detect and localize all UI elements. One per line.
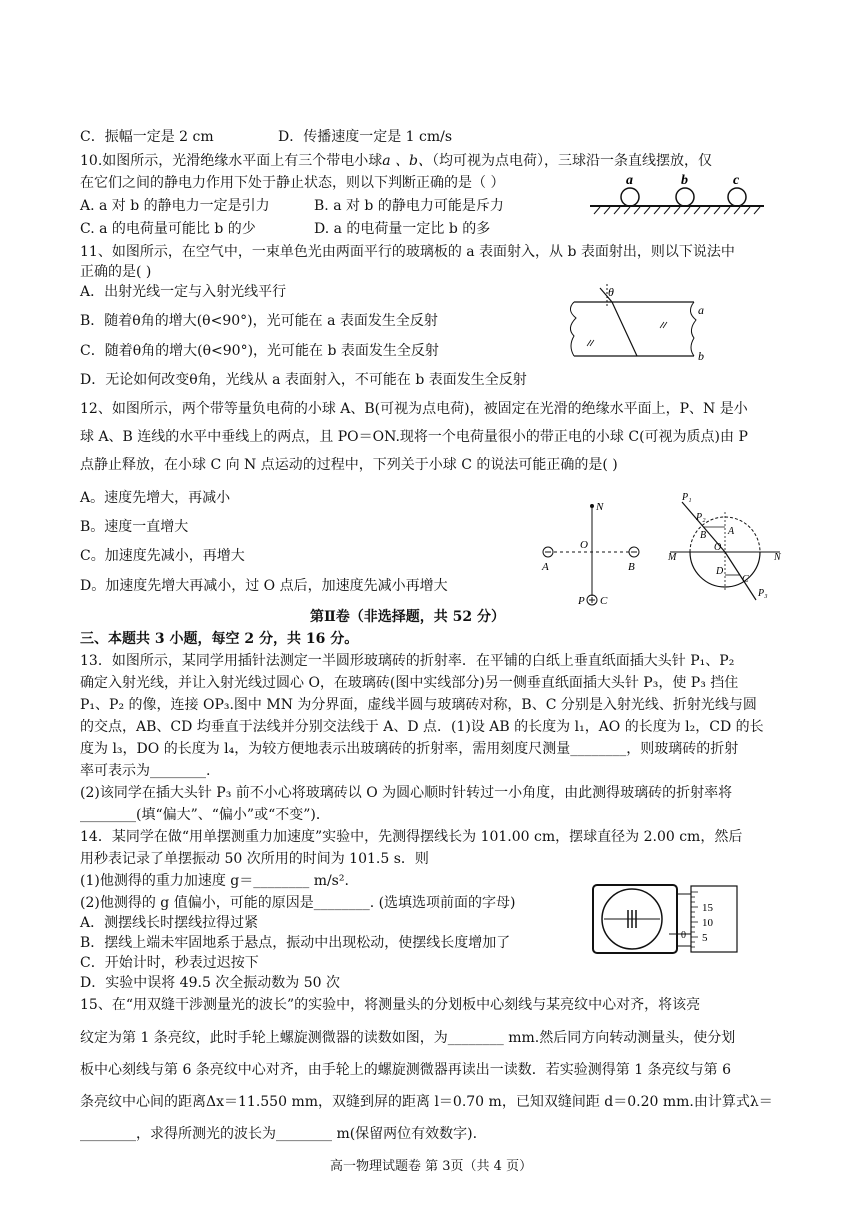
micrometer-scale-0: 0 [681,930,686,941]
q10-ball-b [676,188,694,206]
q12-option-b: B。速度一直增大 [80,519,189,535]
micrometer-scale-5: 5 [702,932,708,944]
q12-option-d: D。加速度先增大再减小，过 O 点后，加速度先减小再增大 [80,578,448,594]
q9-option-d: D．传播速度一定是 1 cm/s [278,129,453,145]
q12-label-b: B [628,561,635,573]
q12-option-c: C。加速度先减小，再增大 [80,548,245,564]
q10-option-a: A. a 对 b 的静电力一定是引力 [80,198,270,214]
q12-label-c: C [600,595,608,607]
q11-surface-b-label: b [698,349,704,363]
q10-three-charges-figure [588,170,768,216]
q14-option-d: D．实验中误将 49.5 次全振动数为 50 次 [80,975,341,991]
q15-micrometer-figure [592,884,742,956]
q13-label-p1: P₁ [682,492,692,503]
q13-label-n: N [774,552,781,563]
micrometer-scale-15: 15 [702,902,713,914]
q11-option-c: C．随着θ角的增大(θ<90°)，光可能在 b 表面发生全反射 [80,343,439,359]
q11-stem-line1: 11、如图所示，在空气中，一束单色光由两面平行的玻璃板的 a 表面射入，从 b 表面射出，则以下说法中 [80,244,735,260]
q11-option-a: A．出射光线一定与入射光线平行 [80,284,287,300]
q10-ball-a [621,188,639,206]
q12-stem-line2: 球 A、B 连线的水平中垂线上的两点，且 PO＝ON.现将一个电荷量很小的带正电的小球 C(可视为质点)由 P [80,429,748,445]
q13-semicircle-figure [660,490,790,608]
q10-stem-line1 [80,151,712,171]
q14-option-a: A．测摆线长时摆线拉得过紧 [80,915,259,931]
q10-ball-c [728,188,746,206]
q13-line6: 率可表示为________. [80,763,211,779]
q15-line4: 条亮纹中心间的距离Δx＝11.550 mm，双缝到屏的距离 l＝0.70 m，已知双缝间距 d＝0.20 mm.由计算式λ＝ [80,1094,773,1110]
q10-option-c: C. a 的电荷量可能比 b 的少 [80,221,256,237]
q13-label-p3: P₃ [758,588,768,599]
q12-label-n: N [596,501,604,513]
q13-label-a: A [728,526,735,537]
q13-line7: (2)该同学在插大头针 P₃ 前不小心将玻璃砖以 O 为圆心顺时针转过一小角度，由此测得玻璃砖的折射率将 [80,785,733,801]
q13-label-m: M [668,552,677,563]
q14-line2: 用秒表记录了单摆振动 50 次所用的时间为 101.5 s．则 [80,851,429,867]
q13-line8: ________(填“偏大”、“偏小”或“不变”)． [80,807,330,823]
q11-slab-surfaces [574,302,694,356]
q11-glass-slab-figure [562,284,712,366]
q10-label-a: a [626,173,633,188]
q11-theta-label: θ [608,285,614,299]
q13-label-b: B [700,530,707,541]
q14-line3: (1)他测得的重力加速度 g＝________ m/s². [80,873,349,889]
q13-line4: 的交点，AB、CD 均垂直于法线并分别交法线于 A、D 点．(1)设 AB 的长度为 l₁，AO 的长度为 l₂，CD 的长 [80,719,764,735]
q13-label-c: C [742,574,749,585]
q12-stem-line1: 12、如图所示，两个带等量负电荷的小球 A、B(可视为点电荷)，被固定在光滑的绝缘水平面上，P、N 是小 [80,401,748,417]
q12-option-a: A。速度先增大，再减小 [80,490,231,506]
q13-line3: P₁、P₂ 的像，连接 OP₃.图中 MN 为分界面，虚线半圆与玻璃砖对称，B、C 分别是入射光线、折射光线与圆 [80,697,757,713]
q15-line3: 板中心刻线与第 6 条亮纹中心对齐，由手轮上的螺旋测微器再读出一读数．若实验测得第 1 条亮纹与第 6 [80,1062,731,1078]
q10-stem-end: （均可视为点电荷），三球沿一条直线摆放，仅 [432,153,713,169]
q12-charge-c-plus [589,597,595,603]
q11-surface-a-label: a [698,303,704,317]
micrometer-thimble [691,886,737,952]
q13-line5: 度为 l₃，DO 的长度为 l₄，为较方便地表示出玻璃砖的折射率，需用刻度尺测量________，则玻璃砖的折射 [80,741,739,757]
q11-option-d: D．无论如何改变θ角，光线从 a 表面射入，不可能在 b 表面发生全反射 [80,372,527,388]
q10-stem-line2: 在它们之间的静电力作用下处于静止状态，则以下判断正确的是（ ） [80,175,505,191]
q11-stem-line2: 正确的是( ) [80,264,152,280]
q12-label-a: A [542,561,549,573]
q10-label-b: b [681,173,688,188]
q14-line1: 14．某同学在做“用单摆测重力加速度”实验中，先测得摆线长为 101.00 cm，摆球直径为 2.00 cm，然后 [80,829,743,845]
q12-label-p: P [578,595,585,607]
q14-line4: (2)他测得的 g 值偏小，可能的原因是________. (选填选项前面的字母) [80,895,516,911]
q10-option-b: B. a 对 b 的静电力可能是斥力 [314,198,504,214]
q11-slab-right-break [690,302,696,356]
q12-label-o: O [580,539,588,551]
section-2-title: 第Ⅱ卷（非选择题，共 52 分） [310,609,506,625]
q12-stem-line3: 点静止释放，在小球 C 向 N 点运动的过程中，下列关于小球 C 的说法可能正确的是( ) [80,457,618,473]
q10-label-c: c [733,173,740,188]
micrometer-scale-10: 10 [702,917,713,929]
q14-option-c: C．开始计时，秒表过迟按下 [80,955,259,971]
q13-line2: 确定入射光线，并让入射光线过圆心 O，在玻璃砖(图中实线部分)另一侧垂直纸面插大头针 P₃，使 P₃ 挡住 [80,675,739,691]
q10-option-d: D. a 的电荷量一定比 b 的多 [314,221,491,237]
q11-option-b: B．随着θ角的增大(θ<90°)，光可能在 a 表面发生全反射 [80,313,438,329]
q9-option-c: C．振幅一定是 2 cm [80,129,214,145]
q15-line2: 纹定为第 1 条亮纹，此时手轮上螺旋测微器的读数如图，为________ mm.然后同方向转动测量头，使分划 [80,1030,736,1046]
q11-slab-left-break [570,302,576,356]
q12-point-n [590,504,594,508]
q10-ground-hatch [594,207,760,214]
q12-charges-figure [536,496,646,612]
q14-option-b: B．摆线上端未牢固地系于悬点，振动中出现松动，使摆线长度增加了 [80,935,511,951]
q10-stem-vars: a 、b、 [382,153,433,169]
q13-label-d: D [716,566,724,577]
q10-stem-text: 10.如图所示，光滑绝缘水平面上有三个带电小球 [80,153,383,169]
q13-line1: 13．如图所示，某同学用插针法测定一半圆形玻璃砖的折射率．在平铺的白纸上垂直纸面插大头针 P₁、P₂ [80,653,735,669]
q13-refracted-ray [725,552,756,600]
q13-label-o: O [714,542,722,553]
q15-line1: 15、在“用双缝干涉测量光的波长”的实验中，将测量头的分划板中心刻线与某亮纹中心对齐，将该亮 [80,997,701,1013]
micrometer-thimble-ticks [691,892,698,947]
q13-label-p2: P₂ [696,512,706,523]
q11-refracted-ray [612,302,637,356]
part-3-heading: 三、本题共 3 小题，每空 2 分，共 16 分。 [80,631,359,647]
page-footer: 高一物理试题卷 第 3页（共 4 页） [330,1159,533,1174]
q15-line5: ________，求得所测光的波长为________ m(保留两位有效数字). [80,1126,478,1142]
